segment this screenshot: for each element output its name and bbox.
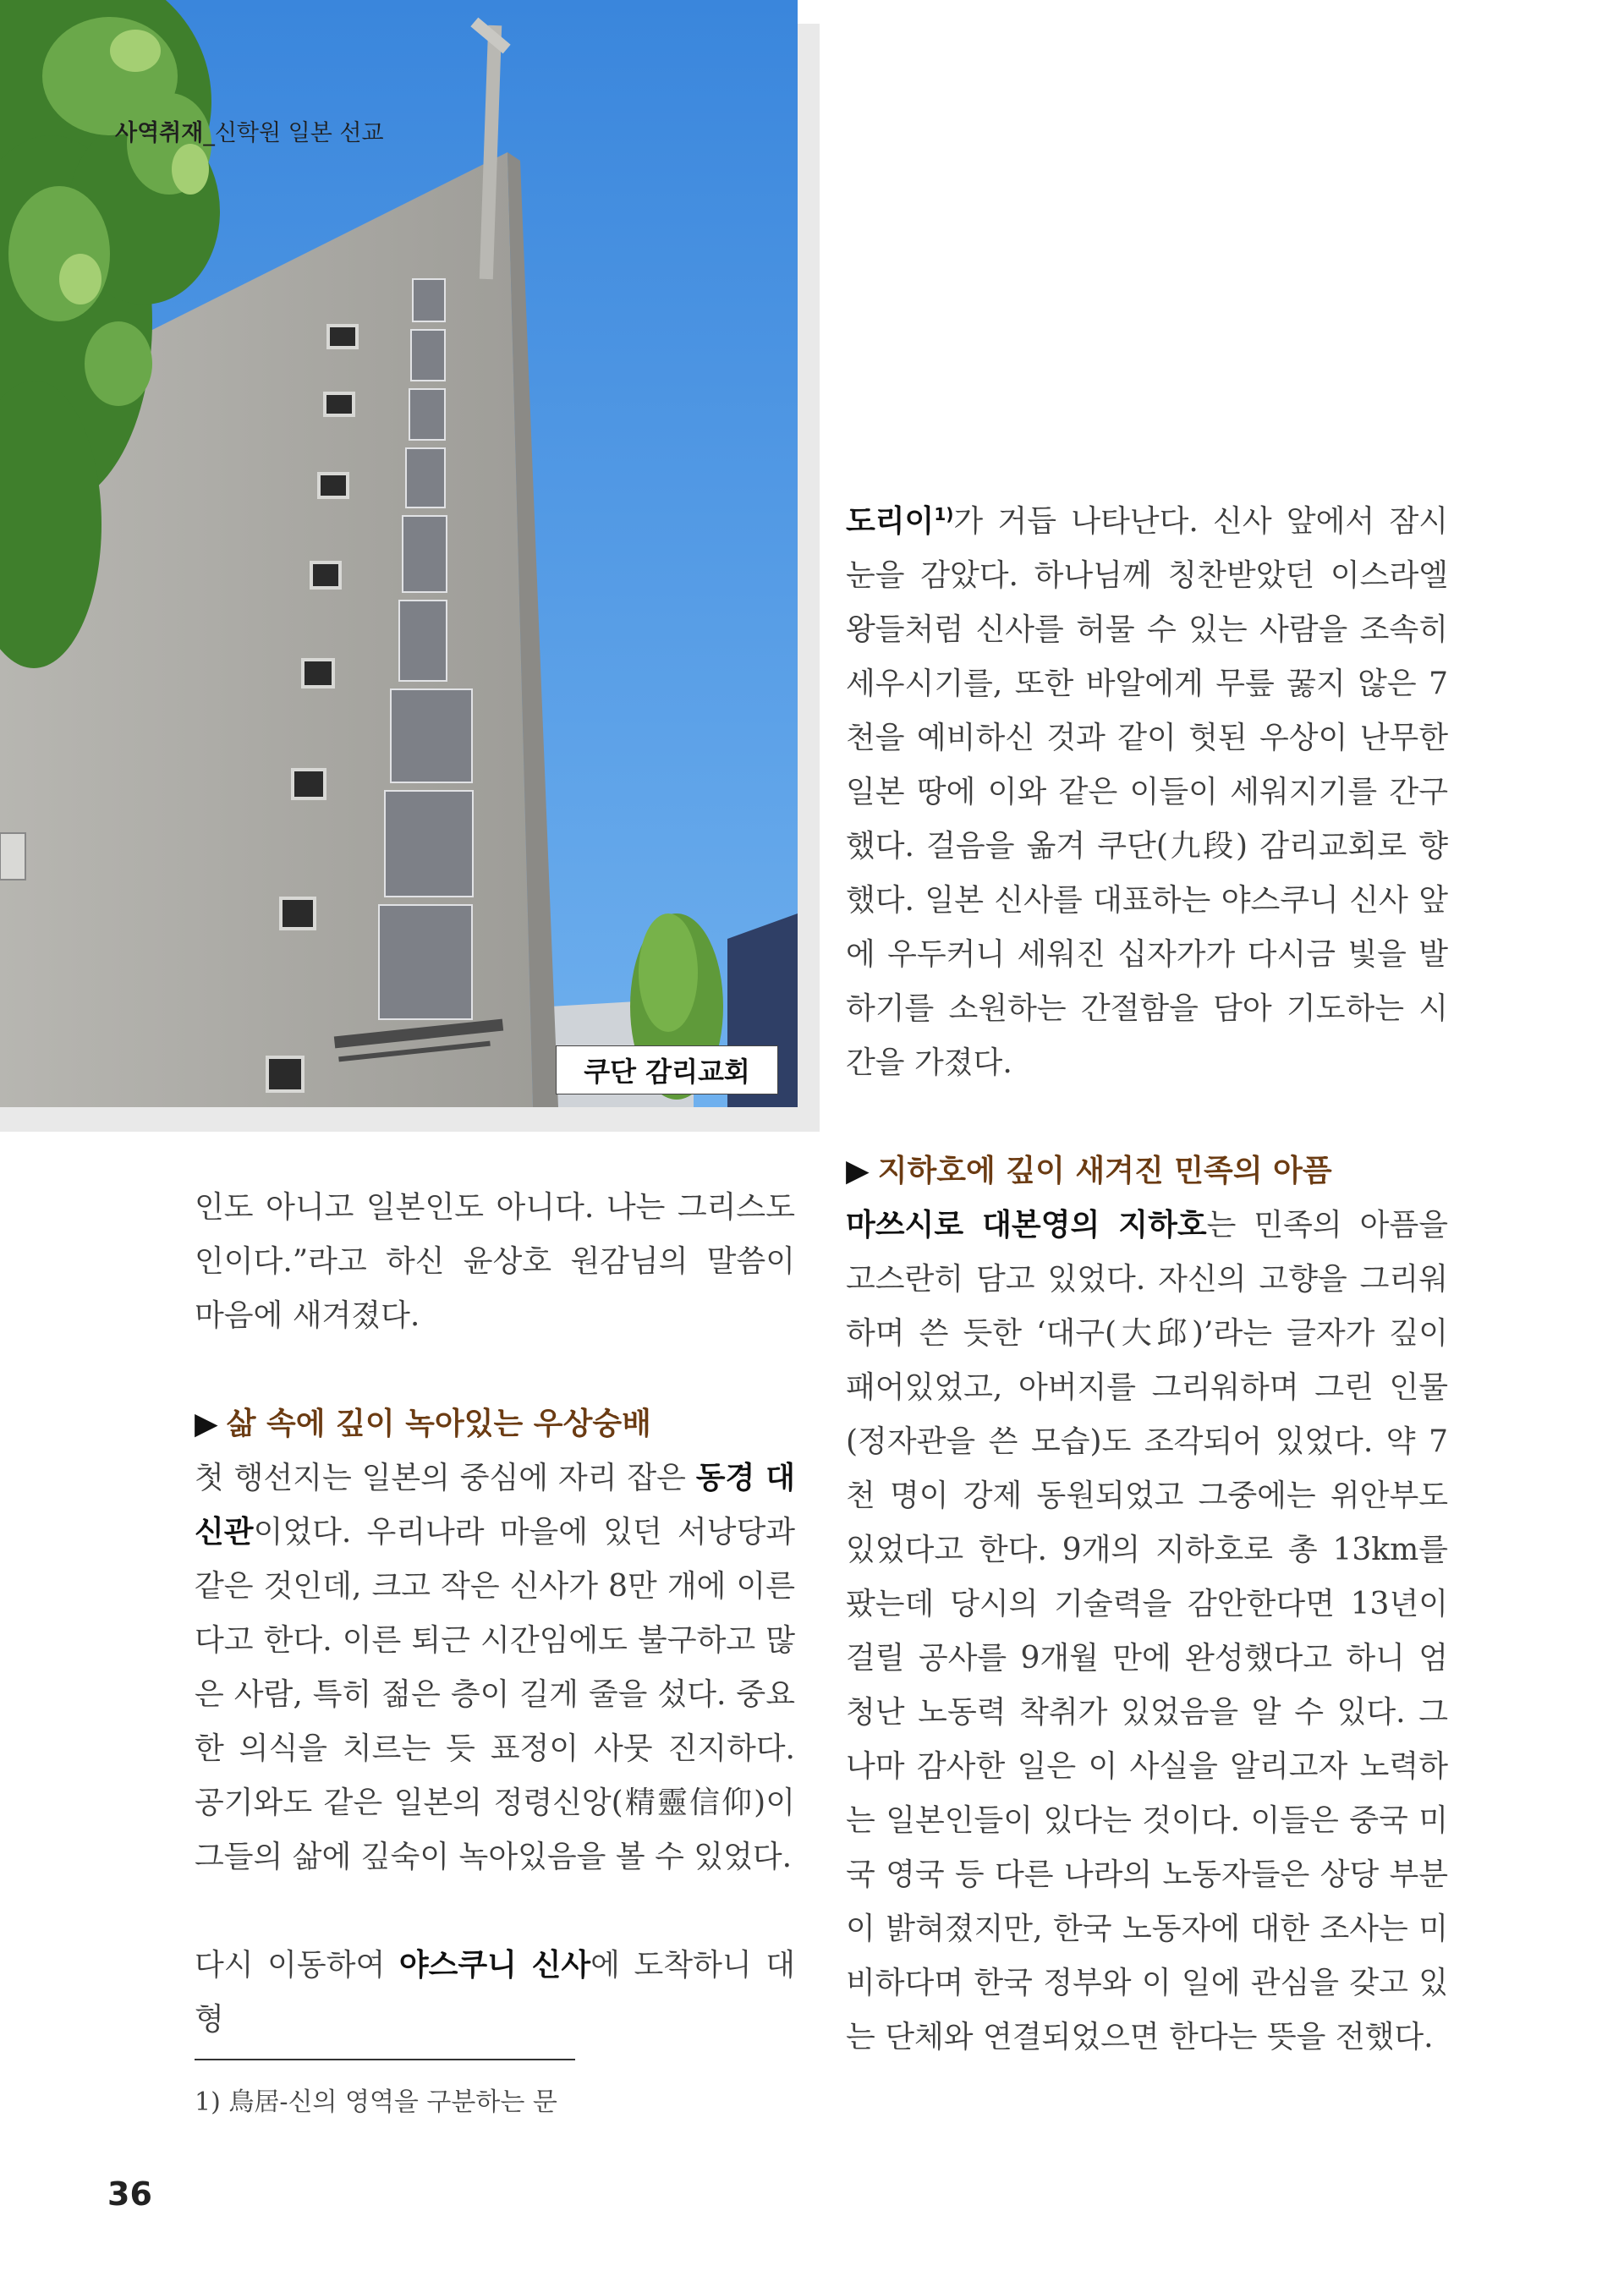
page-number: 36: [107, 2175, 152, 2213]
keyword-yasukuni: 야스쿠니 신사: [398, 1948, 591, 1983]
section-label: [115, 114, 384, 147]
kudan-church-photo: [0, 0, 798, 1107]
left-paragraph-2-rest: 이었다. 우리나라 마을에 있던 서낭당과 같은 것인데, 크고 작은 신사가 8만 개에 이른다고 한다. 이른 퇴근 시간임에도 불구하고 많은 사람, 특히 젊은 층이 길게 줄을 섰다. 중요한 의식을 치르는 듯 표정이 사뭇 진지하다. 공기와도 같은 일본의 정령신앙(精靈信仰)이 그들의 삶에 깊숙이 녹아있음을 볼 수 있었다.: [195, 1515, 795, 1874]
left-paragraph-2-start: 첫 행선지는 일본의 중심에 자리 잡은: [195, 1461, 696, 1495]
section-heading-2: [846, 1144, 1448, 1199]
right-paragraph-2: [846, 1199, 1448, 2065]
left-paragraph-3: [195, 1939, 795, 2047]
keyword-tokyo-daijingu: 동경 대신관: [195, 1461, 795, 1550]
photo-caption: 쿠단 감리교회: [556, 1045, 778, 1094]
triangle-right-icon: ▶: [195, 1407, 218, 1441]
footnote-ref: 1): [934, 504, 954, 524]
section-label-bold: 사역취재: [115, 120, 204, 146]
photo-shadow-bottom: [0, 1107, 820, 1132]
right-paragraph-2-rest: 는 민족의 아픔을 고스란히 담고 있었다. 자신의 고향을 그리워하며 쓴 듯한 ‘대구(大邱)’라는 글자가 깊이 패어있었고, 아버지를 그리워하며 그린 인물(정자관을 쓴 모습)도 조각되어 있었다. 약 7천 명이 강제 동원되었고 그중에는 위안부도 있었다고 한다. 9개의 지하호로 총 13km를 팠는데 당시의 기술력을 감안한다면 13년이 걸릴 공사를 9개월 만에 완성했다고 하니 엄청난 노동력 착취가 있었음을 알 수 있다. 그나마 감사한 일은 이 사실을 알리고자 노력하는 일본인들이 있다는 것이다. 이들은 중국 미국 영국 등 다른 나라의 노동자들은 상당 부분이 밝혀졌지만, 한국 노동자에 대한 조사는 미비하다며 한국 정부와 이 일에 관심을 갖고 있는 단체와 연결되었으면 한다는 뜻을 전했다.: [846, 1208, 1448, 2054]
right-paragraph-1-rest: 가 거듭 나타난다. 신사 앞에서 잠시 눈을 감았다. 하나님께 칭찬받았던 이스라엘 왕들처럼 신사를 허물 수 있는 사람을 조속히 세우시기를, 또한 바알에게 무릎 꿇지 않은 7천을 예비하신 것과 같이 헛된 우상이 난무한 일본 땅에 이와 같은 이들이 세워지기를 간구했다. 걸음을 옮겨 쿠단(九段) 감리교회로 향했다. 일본 신사를 대표하는 야스쿠니 신사 앞에 우두커니 세워진 십자가가 다시금 빛을 발하기를 소원하는 간절함을 담아 기도하는 시간을 가졌다.: [846, 504, 1448, 1080]
left-paragraph-1: 인도 아니고 일본인도 아니다. 나는 그리스도인이다.”라고 하신 윤상호 원감님의 말씀이 마음에 새겨졌다.: [195, 1190, 795, 1333]
left-paragraph-3-start: 다시 이동하여: [195, 1948, 399, 1983]
footnote: 1) 鳥居-신의 영역을 구분하는 문: [195, 2087, 557, 2117]
footnote-divider: [195, 2059, 575, 2060]
left-paragraph-2: [195, 1451, 795, 1884]
right-paragraph-1: [846, 487, 1448, 1090]
section-label-rest: _신학원 일본 선교: [203, 120, 384, 146]
left-column: [195, 1181, 795, 2047]
triangle-right-icon: ▶: [846, 1154, 870, 1188]
section-heading-1: [195, 1397, 795, 1451]
left-paragraph-3-rest: 에 도착하니 대형: [195, 1948, 795, 2037]
keyword-torii: 도리이: [846, 504, 935, 539]
photo-shadow-right: [798, 24, 820, 1132]
section-heading-2-text: 지하호에 깊이 새겨진 민족의 아픔: [877, 1154, 1332, 1188]
keyword-matsushiro: 마쓰시로 대본영의 지하호: [846, 1208, 1207, 1242]
church-photo-illustration: [0, 0, 798, 1107]
right-column: [846, 487, 1448, 2065]
section-heading-1-text: 삶 속에 깊이 녹아있는 우상숭배: [226, 1407, 651, 1441]
